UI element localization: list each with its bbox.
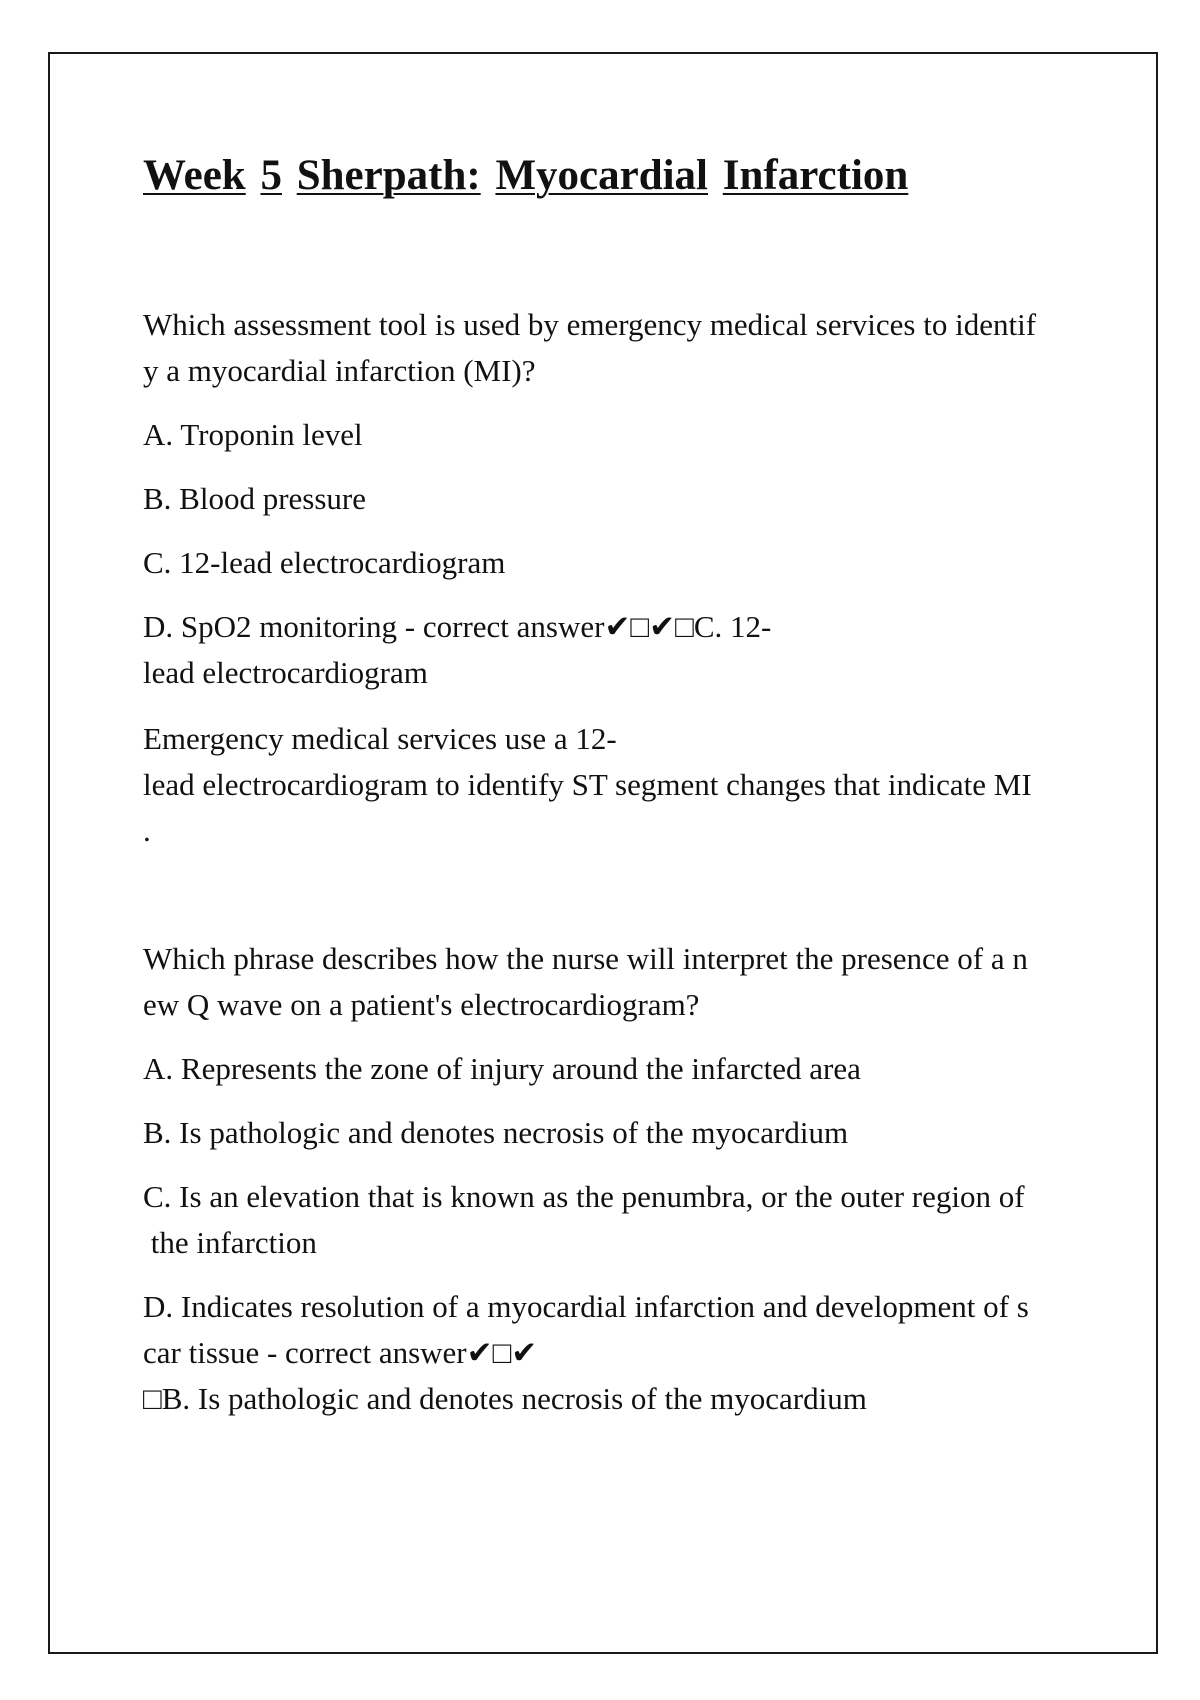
answer-line: lead electrocardiogram xyxy=(143,654,428,690)
title-word: Infarction xyxy=(722,152,909,199)
title-word: Week xyxy=(143,152,246,199)
option-line: the infarction xyxy=(143,1224,317,1260)
answer-option-d-with-answer xyxy=(143,604,1078,696)
answer-explanation xyxy=(143,716,1078,854)
answer-option-a: A. Represents the zone of injury around the infarcted area xyxy=(143,1050,861,1086)
explanation-line: lead electrocardiogram to identify ST segment changes that indicate MI xyxy=(143,766,1032,802)
document-body xyxy=(143,150,1078,1422)
answer-option-a: A. Troponin level xyxy=(143,416,363,452)
explanation-line: . xyxy=(143,812,151,848)
question-prompt-line: y a myocardial infarction (MI)? xyxy=(143,352,536,388)
answer-line: D. Indicates resolution of a myocardial infarction and development of s xyxy=(143,1288,1029,1324)
answer-option-c xyxy=(143,1174,1078,1266)
question-prompt xyxy=(143,302,1078,394)
answer-option-d-with-answer xyxy=(143,1284,1078,1422)
answer-option-c: C. 12-lead electrocardiogram xyxy=(143,544,506,580)
answer-option-b: B. Is pathologic and denotes necrosis of the myocardium xyxy=(143,1114,849,1150)
answer-line: car tissue - correct answer✔□✔ xyxy=(143,1334,538,1370)
question-block-1 xyxy=(143,302,1078,854)
answer-line: D. SpO2 monitoring - correct answer✔□✔□C. 12- xyxy=(143,608,772,644)
page-title xyxy=(143,150,1078,202)
question-prompt-line: ew Q wave on a patient's electrocardiogram? xyxy=(143,986,700,1022)
title-word: 5 xyxy=(260,152,282,199)
explanation-line: Emergency medical services use a 12- xyxy=(143,720,617,756)
question-prompt-line: Which phrase describes how the nurse will interpret the presence of a n xyxy=(143,940,1028,976)
title-word: Sherpath: xyxy=(296,152,481,199)
answer-line: □B. Is pathologic and denotes necrosis of the myocardium xyxy=(143,1380,867,1416)
answer-option-b: B. Blood pressure xyxy=(143,480,367,516)
option-line: C. Is an elevation that is known as the penumbra, or the outer region of xyxy=(143,1178,1025,1214)
question-block-2 xyxy=(143,936,1078,1422)
title-word: Myocardial xyxy=(495,152,709,199)
question-prompt xyxy=(143,936,1078,1028)
question-prompt-line: Which assessment tool is used by emergency medical services to identif xyxy=(143,306,1037,342)
